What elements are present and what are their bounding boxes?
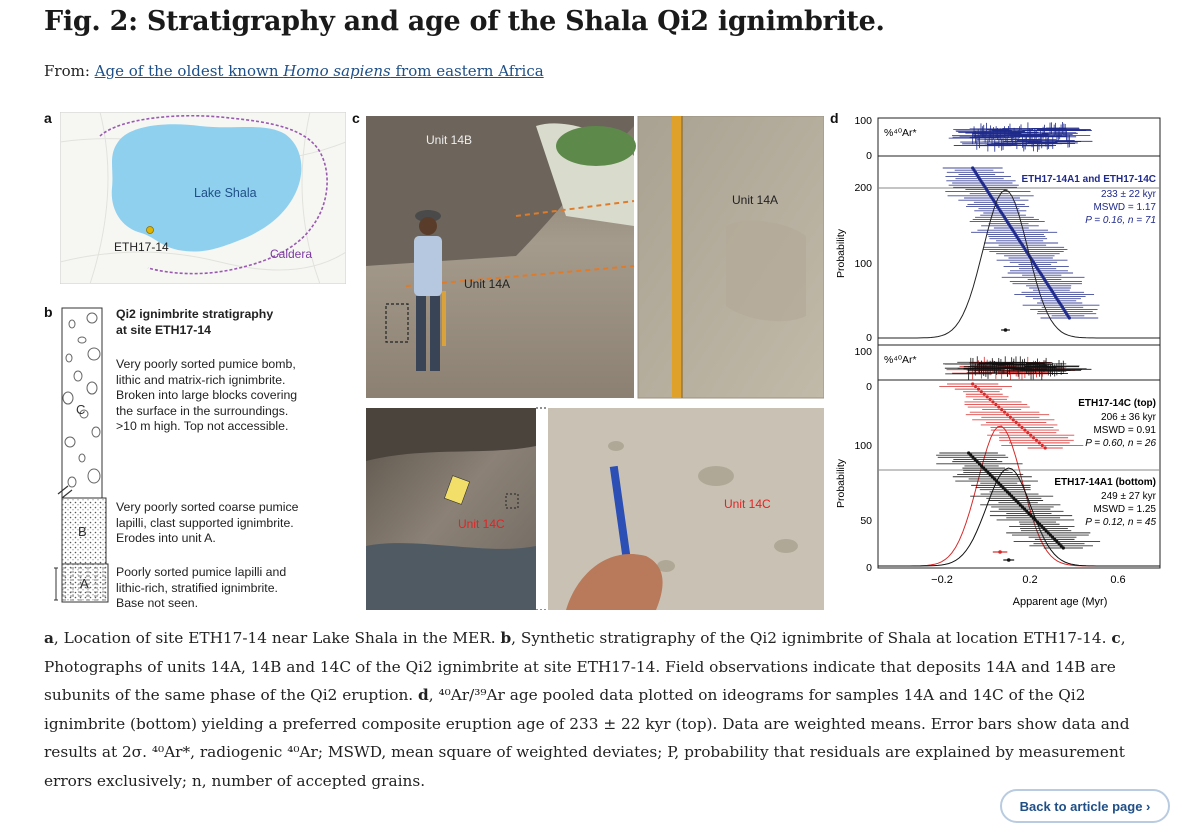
red-series-point <box>986 395 989 398</box>
source-line <box>44 62 544 80</box>
red-series-point <box>1000 408 1003 411</box>
rad-tick-100-top: 100 <box>854 115 872 127</box>
red-series-point <box>988 398 991 401</box>
prob-tick-0-bottom: 0 <box>866 562 872 574</box>
red-series-point <box>1017 423 1020 426</box>
red-series-point <box>1041 444 1044 447</box>
panel-label-b: b <box>44 304 53 320</box>
black-series-name: ETH17-14A1 (bottom) <box>1054 477 1156 488</box>
unit-c-description: Very poorly sorted pumice bomb, lithic and matrix-rich ignimbrite. Broken into large blocks covering the surface in the surroundings. >10 m high. Top not accessible. <box>116 357 298 433</box>
x-tick-1: 0.2 <box>1022 574 1038 586</box>
stratigraphic-column <box>54 306 114 612</box>
from-prefix: From: <box>44 62 95 80</box>
red-series-point <box>971 382 974 385</box>
prob-tick-0-top: 0 <box>866 332 872 344</box>
red-series-point <box>1009 416 1012 419</box>
site-label: ETH17-14 <box>114 240 169 254</box>
panel-label-a: a <box>44 110 52 126</box>
back-to-article-button[interactable]: Back to article page › <box>1000 789 1170 823</box>
top-series-weighted-mean-point <box>1004 328 1008 332</box>
red-series-point <box>974 385 977 388</box>
label-unit-14c-left: Unit 14C <box>458 517 505 531</box>
red-series-point <box>994 403 997 406</box>
red-series-point <box>1020 426 1023 429</box>
red-series-point <box>1006 413 1009 416</box>
unit-b-description: Very poorly sorted coarse pumice lapilli, clast supported ignimbrite. Erodes into unit A. <box>116 500 299 545</box>
label-unit-14a-left: Unit 14A <box>464 277 511 291</box>
red-series-point <box>983 393 986 396</box>
black-series-mswd: MSWD = 1.25 <box>1093 504 1156 515</box>
stratigraphy-title: Qi2 ignimbrite stratigraphy at site ETH17-14 <box>116 307 274 337</box>
field-photographs <box>366 116 824 610</box>
caldera-label: Caldera <box>270 247 313 261</box>
black-series-point <box>1062 546 1065 549</box>
label-unit-14b: Unit 14B <box>426 133 473 147</box>
radiogenic-label-top: %⁴⁰Ar* <box>884 127 917 139</box>
red-series-point <box>1015 421 1018 424</box>
x-tick-0: −0.2 <box>931 574 953 586</box>
lake-label: Lake Shala <box>194 186 257 200</box>
red-series-point <box>1012 418 1015 421</box>
y-axis-label-bottom: Probability <box>835 458 847 508</box>
top-series-age: 233 ± 22 kyr <box>1101 189 1156 200</box>
red-series-point <box>997 405 1000 408</box>
panel-label-c: c <box>352 110 360 126</box>
red-series-point <box>1038 441 1041 444</box>
red-series-point <box>1023 428 1026 431</box>
article-link[interactable]: Age of the oldest known Homo sapiens from eastern Africa <box>94 62 544 80</box>
figure-image <box>40 108 1188 616</box>
top-series-mswd: MSWD = 1.17 <box>1093 202 1156 213</box>
black-series-pn: P = 0.12, n = 45 <box>1085 517 1156 528</box>
unit-b-label: B <box>78 524 87 539</box>
prob-tick-100-top: 100 <box>854 258 872 270</box>
label-unit-14a-right: Unit 14A <box>732 193 779 207</box>
rad-tick-100-bottom: 100 <box>854 346 872 358</box>
red-series-point <box>1026 431 1029 434</box>
top-series-pn: P = 0.16, n = 71 <box>1085 215 1156 226</box>
red-series-point <box>980 390 983 393</box>
red-series-mswd: MSWD = 0.91 <box>1093 425 1156 436</box>
site-marker <box>147 227 154 234</box>
red-series-weighted-mean-point <box>998 550 1002 554</box>
y-axis-label-top: Probability <box>835 228 847 278</box>
unit-a-label: A <box>80 576 89 591</box>
black-series-weighted-mean-point <box>1007 558 1011 562</box>
red-series-point <box>1044 446 1047 449</box>
red-series-age: 206 ± 36 kyr <box>1101 412 1156 423</box>
red-series-point <box>1032 436 1035 439</box>
black-series-age: 249 ± 27 kyr <box>1101 491 1156 502</box>
label-unit-14c-right: Unit 14C <box>724 497 771 511</box>
top-series-name: ETH17-14A1 and ETH17-14C <box>1021 174 1156 185</box>
radiogenic-label-bottom: %⁴⁰Ar* <box>884 354 917 366</box>
top-series-point <box>1068 316 1071 319</box>
rad-tick-0-top: 0 <box>866 150 872 162</box>
red-series-point <box>991 400 994 403</box>
prob-tick-50: 50 <box>860 515 872 527</box>
panel-label-d: d <box>830 110 839 126</box>
location-map <box>60 112 346 284</box>
red-series-name: ETH17-14C (top) <box>1078 398 1156 409</box>
x-axis-label: Apparent age (Myr) <box>1012 596 1108 608</box>
prob-tick-200: 200 <box>854 182 872 194</box>
rad-tick-0-bottom: 0 <box>866 381 872 393</box>
red-series-point <box>1003 411 1006 414</box>
figure-title: Fig. 2: Stratigraphy and age of the Shala Qi2 ignimbrite. <box>44 6 885 37</box>
unit-c-label: C <box>76 402 86 417</box>
red-series-point <box>1029 434 1032 437</box>
figure-caption: a, Location of site ETH17-14 near Lake Shala in the MER. b, Synthetic stratigraphy of the Qi2 ignimbrite of Shala at location ETH17-14. c, Photographs of units 14A, 14B and 14C of the Qi2 ignimbrite at site ETH17-14. Field observations indicate that deposits 14A and 14B are subunits of the same phase of the Qi2 eruption. d, ⁴⁰Ar/³⁹Ar age pooled data plotted on ideograms for samples 14A and 14C of the Qi2 ignimbrite (bottom) yielding a preferred composite eruption age of 233 ± 22 kyr (top). Data are weighted means. Error bars show data and results at 2σ. ⁴⁰Ar*, radiogenic ⁴⁰Ar; MSWD, mean square of weighted deviates; P, probability that residuals are explained by measurement errors exclusively; n, number of accepted grains. <box>44 629 1130 790</box>
ideogram-chart <box>824 108 1184 614</box>
prob-tick-100-bottom: 100 <box>854 440 872 452</box>
red-series-pn: P = 0.60, n = 26 <box>1085 438 1156 449</box>
unit-a-description: Poorly sorted pumice lapilli and lithic-rich, stratified ignimbrite. Base not seen. <box>116 565 287 610</box>
x-tick-2: 0.6 <box>1110 574 1126 586</box>
red-series-point <box>1035 439 1038 442</box>
red-series-point <box>977 388 980 391</box>
